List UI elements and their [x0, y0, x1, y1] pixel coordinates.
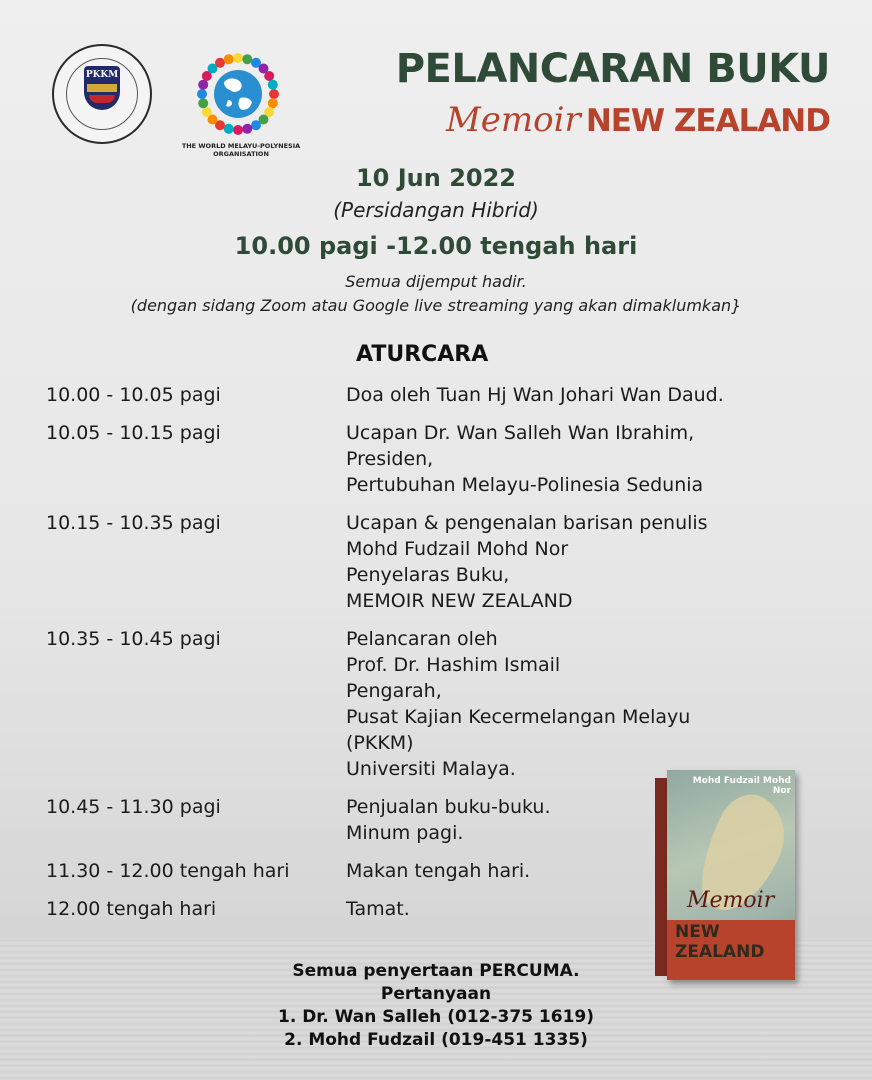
- schedule-line: Doa oleh Tuan Hj Wan Johari Wan Daud.: [346, 384, 724, 406]
- person-figure-icon: [224, 54, 234, 64]
- event-time: 10.00 pagi -12.00 tengah hari: [234, 232, 638, 260]
- schedule-time: 10.45 - 11.30 pagi: [46, 796, 221, 818]
- book-author: Mohd Fudzail Mohd Nor: [692, 776, 791, 796]
- page-title: PELANCARAN BUKU: [395, 46, 830, 92]
- schedule-time: 11.30 - 12.00 tengah hari: [46, 860, 290, 882]
- schedule-line: Ucapan & pengenalan barisan penulis: [346, 512, 708, 534]
- footer-enquiry: Pertanyaan: [380, 984, 492, 1004]
- schedule-line: Mohd Fudzail Mohd Nor: [346, 538, 569, 560]
- person-figure-icon: [233, 53, 243, 63]
- schedule-line: Prof. Dr. Hashim Ismail: [346, 654, 561, 676]
- person-figure-icon: [197, 89, 207, 99]
- book-subtitle: [420, 100, 830, 140]
- schedule-row: [46, 382, 846, 408]
- schedule-line: Ucapan Dr. Wan Salleh Wan Ibrahim,: [346, 422, 695, 444]
- schedule-line: Makan tengah hari.: [346, 860, 531, 882]
- person-figure-icon: [242, 54, 252, 64]
- shield-band-red: [89, 95, 115, 103]
- subtitle-bold: NEW ZEALAND: [585, 103, 830, 139]
- schedule-time: 12.00 tengah hari: [46, 898, 217, 920]
- invite-text: Semua dijemput hadir.: [345, 272, 527, 291]
- footer-free: Semua penyertaan PERCUMA.: [292, 961, 580, 981]
- world-organisation-logo: [190, 48, 286, 140]
- schedule-time: 10.05 - 10.15 pagi: [46, 422, 221, 444]
- person-figure-icon: [268, 80, 278, 90]
- schedule-line: Tamat.: [346, 898, 410, 920]
- schedule-line: Pusat Kajian Kecermelangan Melayu: [346, 706, 691, 728]
- book-memoir-title: Memoir: [687, 888, 775, 913]
- person-figure-icon: [242, 124, 252, 134]
- pkkm-logo: [52, 44, 152, 144]
- book-cover-image: [655, 770, 795, 982]
- person-figure-icon: [269, 89, 279, 99]
- schedule-line: (PKKM): [346, 732, 414, 754]
- footer-contact-2: 2. Mohd Fudzail (019-451 1335): [284, 1030, 588, 1050]
- person-figure-icon: [251, 120, 261, 130]
- person-figure-icon: [268, 98, 278, 108]
- schedule-row: [46, 420, 846, 498]
- person-figure-icon: [198, 98, 208, 108]
- pkkm-abbrev: PKKM: [85, 70, 119, 80]
- schedule-line: Minum pagi.: [346, 822, 464, 844]
- zoom-note: (dengan sidang Zoom atau Google live streaming yang akan dimaklumkan}: [130, 296, 742, 315]
- person-figure-icon: [264, 71, 274, 81]
- footer-info: [0, 960, 872, 1052]
- person-figure-icon: [233, 125, 243, 135]
- person-figure-icon: [215, 58, 225, 68]
- subtitle-script: Memoir: [445, 100, 581, 140]
- book-nz-title: NEW ZEALAND: [675, 922, 765, 962]
- person-figure-icon: [198, 80, 208, 90]
- schedule-description: [346, 510, 826, 614]
- schedule-line: Pelancaran oleh: [346, 628, 498, 650]
- footer-contact-1: 1. Dr. Wan Salleh (012-375 1619): [277, 1007, 594, 1027]
- pkkm-shield-icon: [84, 66, 120, 110]
- schedule-line: Penjualan buku-buku.: [346, 796, 551, 818]
- schedule-description: [346, 382, 826, 408]
- schedule-line: Penyelaras Buku,: [346, 564, 510, 586]
- schedule-heading: ATURCARA: [356, 342, 489, 367]
- schedule-row: [46, 626, 846, 782]
- schedule-time: 10.00 - 10.05 pagi: [46, 384, 221, 406]
- schedule-line: Universiti Malaya.: [346, 758, 516, 780]
- schedule-line: Pertubuhan Melayu-Polinesia Sedunia: [346, 474, 704, 496]
- shield-band: [87, 84, 117, 92]
- organisation-name: THE WORLD MELAYU-POLYNESIA ORGANISATION: [181, 142, 301, 158]
- person-figure-icon: [202, 107, 212, 117]
- schedule-line: MEMOIR NEW ZEALAND: [346, 590, 573, 612]
- schedule-time: 10.35 - 10.45 pagi: [46, 628, 221, 650]
- person-figure-icon: [224, 124, 234, 134]
- schedule-line: Presiden,: [346, 448, 434, 470]
- event-mode: (Persidangan Hibrid): [333, 198, 539, 222]
- event-date: 10 Jun 2022: [355, 164, 516, 192]
- schedule-line: Pengarah,: [346, 680, 442, 702]
- schedule-description: [346, 626, 826, 782]
- schedule-description: [346, 420, 826, 498]
- schedule-time: 10.15 - 10.35 pagi: [46, 512, 221, 534]
- schedule-row: [46, 510, 846, 614]
- book-cover: [667, 770, 795, 980]
